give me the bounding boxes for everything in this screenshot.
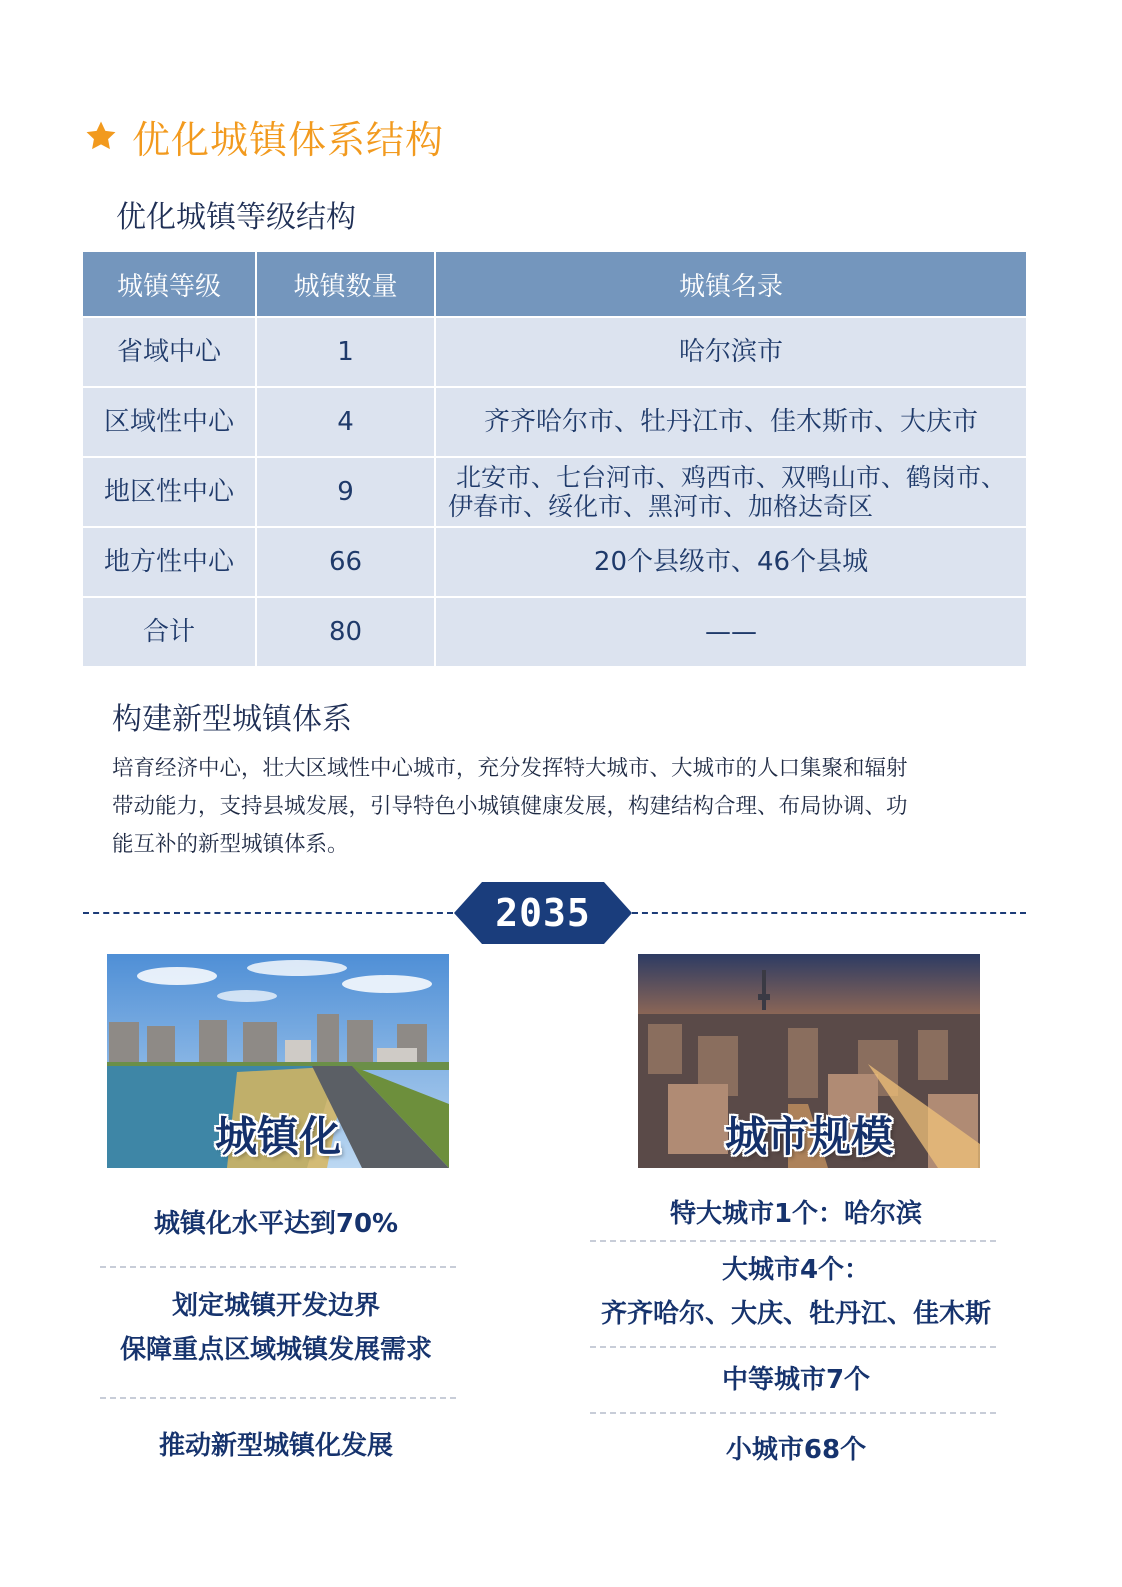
city-scale-item: 大城市4个： (721, 1255, 871, 1285)
goal-item: 推动新型城镇化发展 (158, 1431, 393, 1461)
table-row (83, 457, 1026, 527)
column-header: 城镇等级 (83, 252, 256, 317)
body-paragraph (112, 750, 1012, 864)
table-cell: 地方性中心 (83, 527, 256, 597)
star-icon (84, 119, 118, 153)
table-cell-line: 北安市、七台河市、鸡西市、双鸭山市、鹤岗市、 (455, 463, 1006, 492)
city-scale-item: 中等城市7个 (721, 1365, 871, 1395)
table-cell-line: 伊春市、绥化市、黑河市、加格达奇区 (448, 492, 874, 521)
table-cell: 1 (256, 317, 435, 387)
goal-item: 城镇化水平达到70% (153, 1209, 399, 1239)
divider-line (83, 912, 453, 914)
table-cell: 齐齐哈尔市、牡丹江市、佳木斯市、大庆市 (435, 387, 1026, 457)
table-cell: 80 (256, 597, 435, 667)
table-cell: 合计 (83, 597, 256, 667)
table-row (83, 597, 1026, 667)
city-scale-item: 特大城市1个：哈尔滨 (669, 1199, 923, 1229)
column-header: 城镇名录 (435, 252, 1026, 317)
table-cell: 4 (256, 387, 435, 457)
table-cell: 省域中心 (83, 317, 256, 387)
table-row (83, 387, 1026, 457)
paragraph-line: 培育经济中心，壮大区域性中心城市，充分发挥特大城市、大城市的人口集聚和辐射 (112, 756, 908, 781)
section-heading (84, 108, 444, 164)
photo-caption: 城镇化 (214, 1112, 341, 1161)
paragraph-line: 能互补的新型城镇体系。 (112, 832, 349, 857)
goal-item (96, 1284, 456, 1372)
column-header: 城镇数量 (256, 252, 435, 317)
photo-caption: 城市规模 (724, 1112, 893, 1161)
year-label: 2035 (495, 891, 591, 935)
goal-item-line: 划定城镇开发边界 (171, 1291, 380, 1321)
year-badge (452, 880, 634, 946)
table-cell: 区域性中心 (83, 387, 256, 457)
table-cell: 9 (256, 457, 435, 527)
subsection-title: 优化城镇等级结构 (116, 200, 356, 235)
table-header-row (83, 252, 1026, 317)
item-separator (100, 1266, 456, 1268)
city-scale-item: 齐齐哈尔、大庆、牡丹江、佳木斯 (600, 1299, 991, 1329)
table-cell: 哈尔滨市 (435, 317, 1026, 387)
table-row (83, 527, 1026, 597)
table-cell: 20个县级市、46个县城 (435, 527, 1026, 597)
goal-item-line: 保障重点区域城镇发展需求 (119, 1335, 432, 1365)
city-scale-photo (638, 954, 980, 1168)
item-separator (590, 1240, 996, 1242)
urbanization-photo (107, 954, 449, 1168)
town-hierarchy-table (83, 252, 1026, 668)
table-cell: —— (435, 597, 1026, 667)
item-separator (100, 1397, 456, 1399)
table-row (83, 317, 1026, 387)
item-separator (590, 1412, 996, 1414)
table-cell: 地区性中心 (83, 457, 256, 527)
table-cell (435, 457, 1026, 527)
divider-line (632, 912, 1026, 914)
subsection-title: 构建新型城镇体系 (112, 702, 352, 737)
page-title: 优化城镇体系结构 (132, 117, 445, 162)
paragraph-line: 带动能力，支持县城发展，引导特色小城镇健康发展，构建结构合理、布局协调、功 (112, 794, 908, 819)
table-cell: 66 (256, 527, 435, 597)
item-separator (590, 1346, 996, 1348)
city-scale-item: 小城市68个 (725, 1435, 867, 1465)
